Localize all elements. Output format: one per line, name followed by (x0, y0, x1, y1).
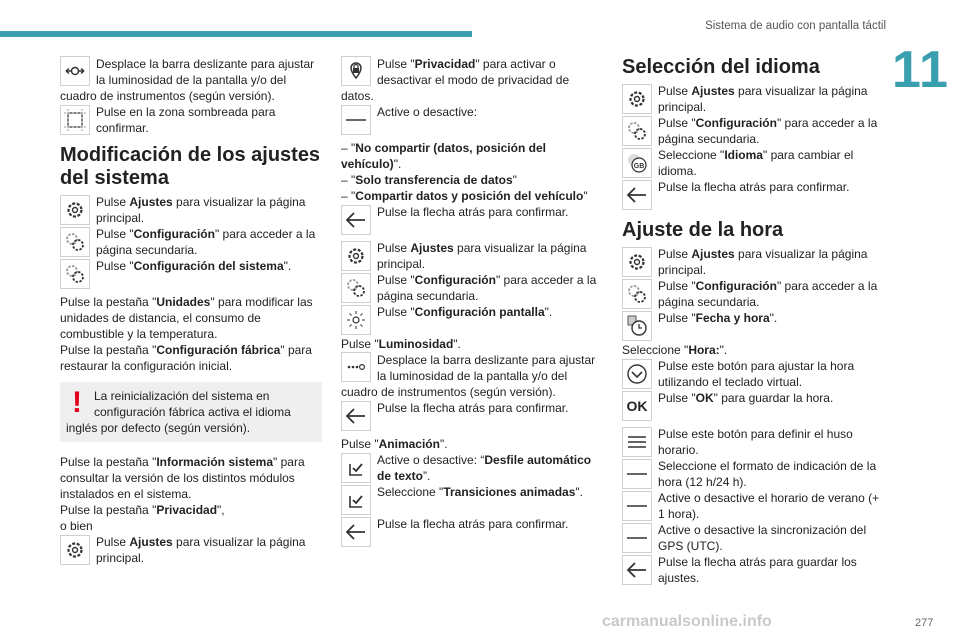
note-text: La reinicialización del sistema en configuración fábrica activa el idioma inglés por defecto (según versión). (66, 389, 291, 435)
step-fecha-hora: Pulse "Fecha y hora". (622, 310, 884, 342)
step-config-pantalla: Pulse "Configuración pantalla". (341, 304, 603, 336)
step-text: Pulse en la zona sombreada para confirmar. (96, 105, 276, 135)
paragraph-unidades: Pulse la pestaña "Unidades" para modificar las unidades de distancia, el consumo de combustible y la temperatura. (60, 295, 313, 341)
step-back-5: Pulse la flecha atrás para guardar los ajustes. (622, 554, 884, 586)
step-settings-2: Pulse Ajustes para visualizar la página principal. (60, 534, 322, 566)
settings-gear-icon (622, 84, 652, 114)
step-back-1: Pulse la flecha atrás para confirmar. (341, 204, 603, 236)
clock-calendar-icon (622, 311, 652, 341)
back-arrow-icon (622, 555, 652, 585)
configuration-gears-icon (60, 227, 90, 257)
paragraph-animacion: Pulse "Animación". (341, 437, 448, 451)
section-title: Sistema de audio con pantalla táctil (705, 20, 886, 32)
back-arrow-icon (622, 180, 652, 210)
step-privacidad: Pulse "Privacidad" para activar o desactivar el modo de privacidad de datos. (341, 57, 570, 103)
step-settings-3: Pulse Ajustes para visualizar la página principal. (341, 240, 603, 272)
step-confirm-shaded (60, 104, 322, 136)
step-settings: Pulse Ajustes para visualizar la página principal. (60, 194, 322, 226)
heading-idioma: Selección del idioma (622, 56, 820, 78)
step-huso: Pulse este botón para definir el huso horario. (622, 426, 884, 458)
toggle-line-icon (622, 491, 652, 521)
header-accent-bar (0, 31, 472, 37)
step-back-3: Pulse la flecha atrás para confirmar. (341, 516, 603, 548)
toggle-line-icon (341, 105, 371, 135)
settings-gear-icon (341, 241, 371, 271)
svg-text:GB: GB (633, 163, 645, 170)
step-config-sistema: Pulse "Configuración del sistema". (60, 258, 322, 290)
system-config-gears-icon (60, 259, 90, 289)
step-keyboard: Pulse este botón para ajustar la hora utilizando el teclado virtual. (622, 358, 884, 390)
step-configuracion-2: Pulse "Configuración" para acceder a la página secundaria. (341, 272, 603, 304)
toggle-line-icon (622, 459, 652, 489)
display-brightness-icon (341, 305, 371, 335)
privacy-icon (341, 56, 371, 86)
column-3 (622, 56, 884, 586)
step-settings-5: Pulse Ajustes para visualizar la página principal. (622, 246, 884, 278)
chevron-down-circle-icon (622, 359, 652, 389)
column-2 (341, 56, 603, 548)
ok-icon: OK (622, 391, 652, 421)
step-desfile: Active o desactive: “Desfile automático de texto”. (341, 452, 603, 484)
step-idioma: GB Seleccione "Idioma" para cambiar el idioma. (622, 147, 884, 179)
toggle-line-icon (622, 523, 652, 553)
watermark: carmanualsonline.info (602, 613, 772, 630)
paragraph-hora: Seleccione "Hora:". (622, 343, 728, 357)
menu-lines-icon (622, 427, 652, 457)
step-activate: Active o desactive: (341, 104, 603, 136)
back-arrow-icon (341, 401, 371, 431)
settings-gear-icon (60, 535, 90, 565)
step-ok: OK Pulse "OK" para guardar la hora. (622, 390, 884, 422)
option-compartir: – "Compartir datos y posición del vehículo" (341, 189, 588, 203)
brightness-slider-icon (60, 56, 90, 86)
step-gps: Active o desactive la sincronización del GPS (UTC). (622, 522, 884, 554)
warning-note (60, 382, 322, 442)
step-back-2: Pulse la flecha atrás para confirmar. (341, 400, 603, 432)
shaded-zone-icon (60, 105, 90, 135)
language-icon (622, 148, 652, 178)
checkbox-icon (341, 485, 371, 515)
column-1 (60, 56, 322, 566)
settings-gear-icon (622, 247, 652, 277)
option-no-compartir: – "No compartir (datos, posición del vehículo)". (341, 141, 546, 171)
option-solo-transferencia: – "Solo transferencia de datos" (341, 173, 517, 187)
step-brightness (60, 56, 322, 104)
step-formato: Seleccione el formato de indicación de la hora (12 h/24 h). (622, 458, 884, 490)
step-brightness-2: Desplace la barra deslizante para ajustar la luminosidad de la pantalla y/o del cuadro de instrumentos (según versión). (341, 353, 596, 399)
paragraph-privacidad: Pulse la pestaña "Privacidad", (60, 503, 225, 517)
step-configuracion-3: Pulse "Configuración" para acceder a la página secundaria. (622, 115, 884, 147)
step-configuracion: Pulse "Configuración" para acceder a la página secundaria. (60, 226, 322, 258)
checkbox-icon (341, 453, 371, 483)
warning-exclamation-icon: ! (72, 386, 82, 419)
heading-modificacion: Modificación de los ajustes del sistema (60, 144, 321, 189)
slider-dots-icon (341, 352, 371, 382)
step-text: Desplace la barra deslizante para ajustar la luminosidad de la pantalla y/o del cuadro de instrumentos (según versión). (60, 57, 315, 103)
configuration-gears-icon (341, 273, 371, 303)
configuration-gears-icon (622, 279, 652, 309)
back-arrow-icon (341, 517, 371, 547)
step-transiciones: Seleccione "Transiciones animadas". (341, 484, 603, 516)
step-settings-4: Pulse Ajustes para visualizar la página principal. (622, 83, 884, 115)
paragraph-o-bien: o bien (60, 519, 93, 533)
step-configuracion-4: Pulse "Configuración" para acceder a la página secundaria. (622, 278, 884, 310)
heading-hora: Ajuste de la hora (622, 219, 784, 241)
back-arrow-icon (341, 205, 371, 235)
configuration-gears-icon (622, 116, 652, 146)
paragraph-informacion: Pulse la pestaña "Información sistema" para consultar la versión de los distintos módulos instalados en el sistema. (60, 455, 305, 501)
chapter-number: 11 (892, 41, 949, 99)
step-back-4: Pulse la flecha atrás para confirmar. (622, 179, 884, 211)
paragraph-fabrica: Pulse la pestaña "Configuración fábrica" para restaurar la configuración inicial. (60, 343, 312, 373)
settings-gear-icon (60, 195, 90, 225)
paragraph-luminosidad: Pulse "Luminosidad". (341, 337, 461, 351)
page-number: 277 (915, 617, 934, 629)
step-verano: Active o desactive el horario de verano (+ 1 hora). (622, 490, 884, 522)
